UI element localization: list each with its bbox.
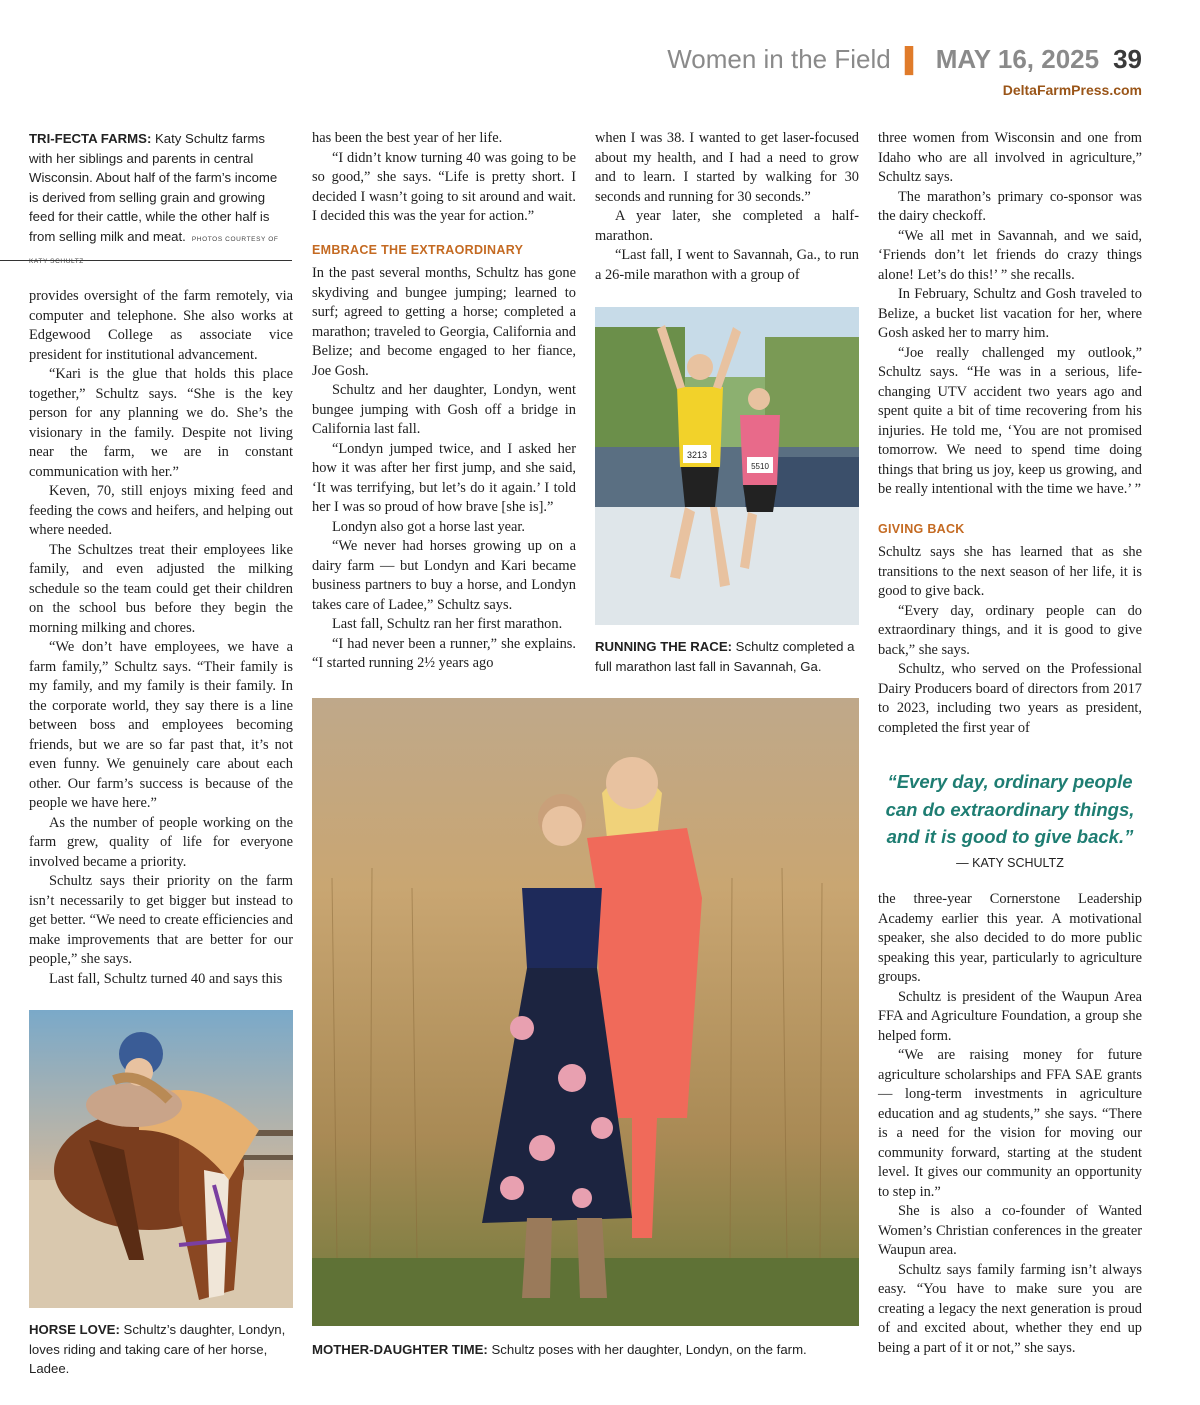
caption-horse: HORSE LOVE: Schultz’s daughter, Londyn, loves riding and taking care of her horse, Ladee. (29, 1322, 286, 1376)
issue-date: MAY 16, 2025 (935, 44, 1100, 74)
section-title: Women in the Field (667, 44, 891, 74)
column-1: provides oversight of the farm remotely, via computer and telephone. She also works at Edgewood College as associate vice president for institutional advancement. “Kari is the glue that holds this place together,” Schultz says. “She is the key person for any planning we do. She’s the visionary in the family. Despite not living near the farm, we are in constant communication with her.” Keven, 70, still enjoys mixing feed and feeding the cows and heifers, and helping out where needed. The Schultzes treat their employees like family, and even adjusted the milking schedule so the team could get their children on the school bus before they begin the morning milking and chores. “We don’t have employees, we have a farm family,” Schultz says. “Their family is my family, and my family is their family. In the corporate world, they say there is a line between boss and employees becoming friends, but we are so far past that, it’s not even funny. We genuinely care about each other. Our farm’s success is because of the people we have here.” As the number of people working on the farm grew, quality of life for everyone involved became a priority. Schultz says their priority on the farm isn’t necessarily to get bigger but instead to get better. “We need to create efficiencies and make improvements that are better for our people,” she says. Last fall, Schultz turned 40 and says this (29, 288, 293, 987)
pull-quote-attribution: — KATY SCHULTZ (956, 856, 1064, 870)
column-4-bottom: the three-year Cornerstone Leadership Academy earlier this year. A motivational speaker, she also decided to do more public speaking this year, particularly to agriculture groups. Schultz is president of the Waupun Area FFA and Agriculture Foundation, a group she helped form. “We are raising money for future agriculture scholarships and FFA SAE grants — long-term investments in agriculture education and ag students,” she says. “There is a need for the vision for moving our community forward, starting at the student level. It gives our community an opportunity to step in.” She is also a co-founder of Wanted Women’s Christian conferences in the greater Waupun area. Schultz says family farming isn’t always easy. “You have to make sure you are creating a legacy the next generation is proud of and excited about, whether they end up being a part of it or not,” she says. (878, 891, 1142, 1356)
photo-credit: PHOTOS COURTESY OF KATY SCHULTZ (29, 235, 279, 265)
website-link[interactable]: DeltaFarmPress.com (1002, 82, 1142, 98)
subheading-embrace: EMBRACE THE EXTRAORDINARY (312, 242, 524, 257)
marathon-photo (595, 307, 859, 625)
column-3: when I was 38. I wanted to get laser-focused about my health, and I had a need to grow and to learn. I started by walking for 30 seconds and running for 30 seconds.” A year later, she completed a half-marathon. “Last fall, I went to Savannah, Ga., to run a 26-mile marathon with a group of (595, 130, 859, 283)
caption-mother-daughter: MOTHER-DAUGHTER TIME: Schultz poses with her daughter, Londyn, on the farm. (312, 1342, 807, 1357)
mother-daughter-photo (312, 698, 859, 1326)
pull-quote: “Every day, ordinary people can do extraordinary things, and it is good to give back.” (885, 771, 1135, 847)
column-4-top: three women from Wisconsin and one from Idaho who are all involved in agriculture,” Schultz says. The marathon’s primary co-sponsor was the dairy checkoff. “We all met in Savannah, and we said, ‘Friends don’t let friends do crazy things alone! Let’s do this!’ ” she recalls. In February, Schultz and Gosh traveled to Belize, a bucket list vacation for her, where Gosh asked her to marry him. “Joe really challenged my outlook,” Schultz says. “He was in a serious, life-changing UTV accident two years ago and spent quite a bit of time recovering from his injuries. He told me, ‘You are not promised tomorrow. We need to spend time doing things that bring us joy, keep us growing, and be really intentional with the time we have.’ ” GIVING BACK Schultz says she has learned that as she transitions to the next season of her life, it is good to give back. “Every day, ordinary people can do extraordinary things, and it is good to give back,” she says. Schultz, who served on the Professional Dairy Producers board of directors from 2017 to 2023, including two years as president, completed the first year of (878, 130, 1142, 736)
page-header (667, 44, 1142, 75)
caption-tri-fecta: TRI-FECTA FARMS: Katy Schultz farms with her siblings and parents in central Wisconsin. About half of the farm’s income is derived from selling grain and growing feed for their cattle, while the other half is from selling milk and meat. PHOTOS COURTESY OF KATY SCHULTZ (29, 131, 279, 265)
page-number: 39 (1113, 44, 1142, 74)
horse-photo (29, 1010, 293, 1308)
caption-divider (0, 260, 292, 261)
subheading-giving-back: GIVING BACK (878, 521, 965, 536)
caption-race: RUNNING THE RACE: Schultz completed a full marathon last fall in Savannah, Ga. (595, 639, 855, 674)
column-2: has been the best year of her life. “I didn’t know turning 40 was going to be so good,” she says. “Life is pretty short. I decided I wasn’t going to sit around and wait. I decided this was the year for action.” EMBRACE THE EXTRAORDINARY In the past several months, Schultz has gone skydiving and bungee jumping; learned to surf; agreed to getting a horse; completed a marathon; traveled to Georgia, California and Belize; and become engaged to her fiance, Joe Gosh. Schultz and her daughter, Londyn, went bungee jumping with Gosh off a bridge in California last fall. “Londyn jumped twice, and I asked her how it was after her first jump, and she said, ‘It was terrifying, but let’s do it again.’ I told her I was so proud of how brave [she is].” Londyn also got a horse last year. “We never had horses growing up on a dairy farm — but Londyn and Kari became business partners to buy a horse, and Londyn takes care of Ladee,” Schultz says. Last fall, Schultz ran her first marathon. “I had never been a runner,” she explains. “I started running 2½ years ago (312, 130, 576, 671)
header-divider: ▌ (904, 47, 922, 74)
bib-right: 5510 (751, 462, 769, 471)
bib-left: 3213 (686, 450, 708, 460)
